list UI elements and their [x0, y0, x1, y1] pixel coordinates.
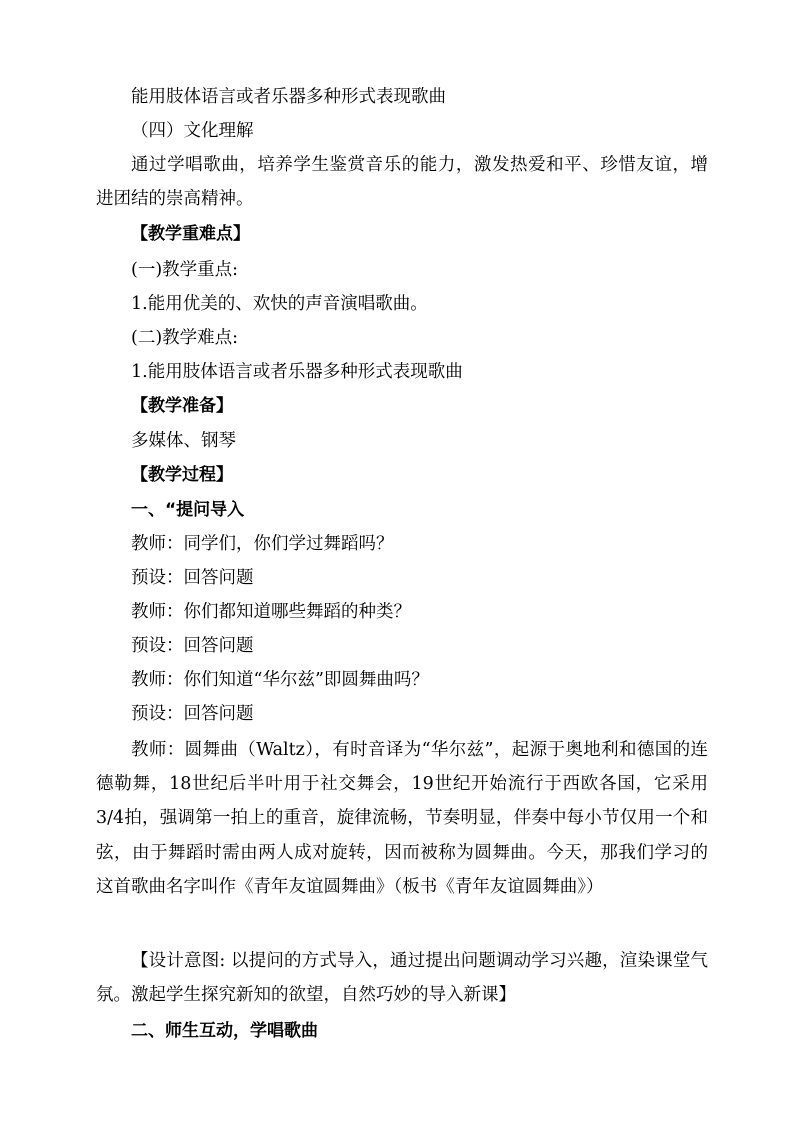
heading-prep: 【教学准备】 [131, 396, 233, 416]
ability-line: 能用肢体语言或者乐器多种形式表现歌曲 [131, 87, 446, 107]
key-point-label: (一)教学重点: [131, 260, 239, 280]
step1-heading: 一、“提问导入 [131, 500, 245, 520]
difficulty-item: 1.能用肢体语言或者乐器多种形式表现歌曲 [131, 362, 463, 382]
difficulty-label: (二)教学难点: [131, 328, 239, 348]
heading-key-points: 【教学重难点】 [131, 224, 250, 244]
section-culture-heading: （四）文化理解 [131, 121, 254, 141]
dialog-line-1: 教师：同学们，你们学过舞蹈吗？ [131, 534, 394, 554]
dialog-line-5: 教师：你们知道“华尔兹”即圆舞曲吗？ [131, 670, 429, 690]
design-intent-paragraph: 【设计意图: 以提问的方式导入，通过提出问题调动学习兴趣，渲染课堂气氛。激起学生探究新知的欲望，自然巧妙的导入新课】 [96, 951, 708, 1006]
culture-paragraph: 通过学唱歌曲，培养学生鉴赏音乐的能力，激发热爱和平、珍惜友谊，增进团结的崇高精神。 [96, 155, 708, 210]
dialog-line-4: 预设：回答问题 [131, 636, 254, 656]
dialog-line-2: 预设：回答问题 [131, 568, 254, 588]
heading-process: 【教学过程】 [131, 465, 233, 485]
key-point-item: 1.能用优美的、欢快的声音演唱歌曲。 [131, 294, 428, 314]
waltz-paragraph: 教师：圆舞曲（Waltz），有时音译为“华尔兹”，起源于奥地利和德国的连德勒舞，18世纪后半叶用于社交舞会，19世纪开始流行于西欧各国，它采用3/4拍，强调第一拍上的重音，旋律流畅，节奏明显，伴奏中每小节仅用一个和弦，由于舞蹈时需由两人成对旋转，因而被称为圆舞曲。今天，那我们学习的这首歌曲名字叫作《青年友谊圆舞曲》（板书《青年友谊圆舞曲》） [96, 740, 708, 897]
dialog-line-3: 教师：你们都知道哪些舞蹈的种类？ [131, 602, 411, 622]
dialog-line-6: 预设：回答问题 [131, 704, 254, 724]
step2-heading: 二、师生互动，学唱歌曲 [131, 1021, 318, 1041]
prep-text: 多媒体、钢琴 [131, 431, 236, 451]
